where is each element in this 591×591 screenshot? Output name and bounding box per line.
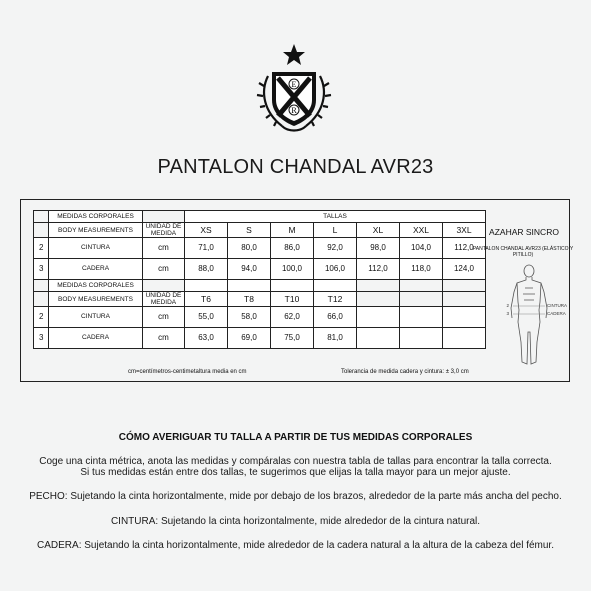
value-cell: 94,0 bbox=[228, 259, 271, 280]
size-label: L bbox=[314, 223, 357, 238]
unit-header: UNIDAD DE MEDIDA bbox=[143, 223, 185, 238]
value-cell: 104,0 bbox=[400, 238, 443, 259]
measure-label: CADERA bbox=[49, 328, 143, 349]
value-cell: 98,0 bbox=[357, 238, 400, 259]
value-cell: 92,0 bbox=[314, 238, 357, 259]
figure-cintura-label: CINTURA bbox=[547, 303, 567, 308]
brand-label: AZAHAR SINCRO bbox=[489, 227, 559, 237]
cadera-instruction: CADERA: Sujetando la cinta horizontalmente, mide alrededor de la cadera natural a la altura de la cabeza del fémur. bbox=[37, 540, 554, 551]
value-cell: 58,0 bbox=[228, 307, 271, 328]
measure-label: CINTURA bbox=[49, 307, 143, 328]
value-cell: 55,0 bbox=[185, 307, 228, 328]
value-cell: 80,0 bbox=[228, 238, 271, 259]
figure-number: 3 bbox=[506, 311, 509, 316]
size-label: T10 bbox=[271, 292, 314, 307]
table-row bbox=[34, 238, 486, 259]
garment-label: PANTALON CHANDAL AVR23 (ELÁSTICO Y PITILLO) bbox=[472, 246, 574, 258]
figure-number: 2 bbox=[506, 303, 509, 308]
value-cell: 69,0 bbox=[228, 328, 271, 349]
value-cell: 88,0 bbox=[185, 259, 228, 280]
shield-icon bbox=[272, 72, 316, 126]
intro-line-1: Coge una cinta métrica, anota las medidas y compáralas con nuestra tabla de tallas para encontrar la talla correcta. bbox=[39, 456, 552, 467]
table-row bbox=[34, 259, 486, 280]
row-number: 3 bbox=[34, 259, 49, 280]
size-label: T6 bbox=[185, 292, 228, 307]
table-header-row bbox=[34, 292, 486, 307]
star-icon bbox=[283, 44, 305, 65]
value-cell: 112,0 bbox=[443, 238, 486, 259]
figure-cadera-label: CADERA bbox=[547, 311, 566, 316]
crest-letter-top: E bbox=[291, 80, 297, 89]
value-cell: 81,0 bbox=[314, 328, 357, 349]
table-header-row bbox=[34, 211, 486, 223]
value-cell: 118,0 bbox=[400, 259, 443, 280]
value-cell: 63,0 bbox=[185, 328, 228, 349]
size-label: 3XL bbox=[443, 223, 486, 238]
pecho-instruction: PECHO: Sujetando la cinta horizontalmente, mide por debajo de los brazos, alrededor de la parte más ancha del pecho. bbox=[29, 491, 562, 502]
club-crest-logo bbox=[254, 42, 334, 136]
value-cell: 86,0 bbox=[271, 238, 314, 259]
table-header-row bbox=[34, 280, 486, 292]
unit-cell: cm bbox=[143, 328, 185, 349]
size-label: M bbox=[271, 223, 314, 238]
size-table bbox=[33, 210, 486, 349]
unit-cell: cm bbox=[143, 238, 185, 259]
unit-cell: cm bbox=[143, 259, 185, 280]
value-cell: 66,0 bbox=[314, 307, 357, 328]
size-label: XS bbox=[185, 223, 228, 238]
row-number: 2 bbox=[34, 238, 49, 259]
value-cell: 75,0 bbox=[271, 328, 314, 349]
value-cell: 100,0 bbox=[271, 259, 314, 280]
size-label: XXL bbox=[400, 223, 443, 238]
tolerance-note: Tolerancia de medida cadera y cintura: ± 3,0 cm bbox=[341, 369, 469, 375]
page-title: PANTALON CHANDAL AVR23 bbox=[157, 156, 434, 178]
size-label: T12 bbox=[314, 292, 357, 307]
value-cell: 71,0 bbox=[185, 238, 228, 259]
measures-en-label: BODY MEASUREMENTS bbox=[49, 292, 143, 307]
value-cell: 124,0 bbox=[443, 259, 486, 280]
unit-cell: cm bbox=[143, 307, 185, 328]
intro-line-2: Si tus medidas están entre dos tallas, te sugerimos que elijas la talla mayor para un mejor ajuste. bbox=[80, 467, 511, 478]
value-cell: 106,0 bbox=[314, 259, 357, 280]
value-cell: 62,0 bbox=[271, 307, 314, 328]
crest-letter-bottom: R bbox=[291, 106, 297, 115]
size-label: XL bbox=[357, 223, 400, 238]
howto-heading: CÓMO AVERIGUAR TU TALLA A PARTIR DE TUS MEDIDAS CORPORALES bbox=[118, 432, 473, 443]
size-label: S bbox=[228, 223, 271, 238]
table-row bbox=[34, 328, 486, 349]
table-row bbox=[34, 307, 486, 328]
tallas-label: TALLAS bbox=[185, 211, 486, 223]
measure-label: CADERA bbox=[49, 259, 143, 280]
size-chart bbox=[20, 199, 574, 382]
cintura-instruction: CINTURA: Sujetando la cinta horizontalmente, mide alrededor de la cintura natural. bbox=[110, 516, 481, 527]
measures-es-label: MEDIDAS CORPORALES bbox=[49, 280, 143, 292]
table-header-row bbox=[34, 223, 486, 238]
measures-en-label: BODY MEASUREMENTS bbox=[49, 223, 143, 238]
size-label: T8 bbox=[228, 292, 271, 307]
measure-label: CINTURA bbox=[49, 238, 143, 259]
row-number: 2 bbox=[34, 307, 49, 328]
body-figure-icon bbox=[487, 262, 571, 370]
unit-header: UNIDAD DE MEDIDA bbox=[143, 292, 185, 307]
row-number: 3 bbox=[34, 328, 49, 349]
measures-es-label: MEDIDAS CORPORALES bbox=[49, 211, 143, 223]
value-cell: 112,0 bbox=[357, 259, 400, 280]
unit-note: cm=centímetros-centimetaltura media en cm bbox=[128, 369, 247, 375]
